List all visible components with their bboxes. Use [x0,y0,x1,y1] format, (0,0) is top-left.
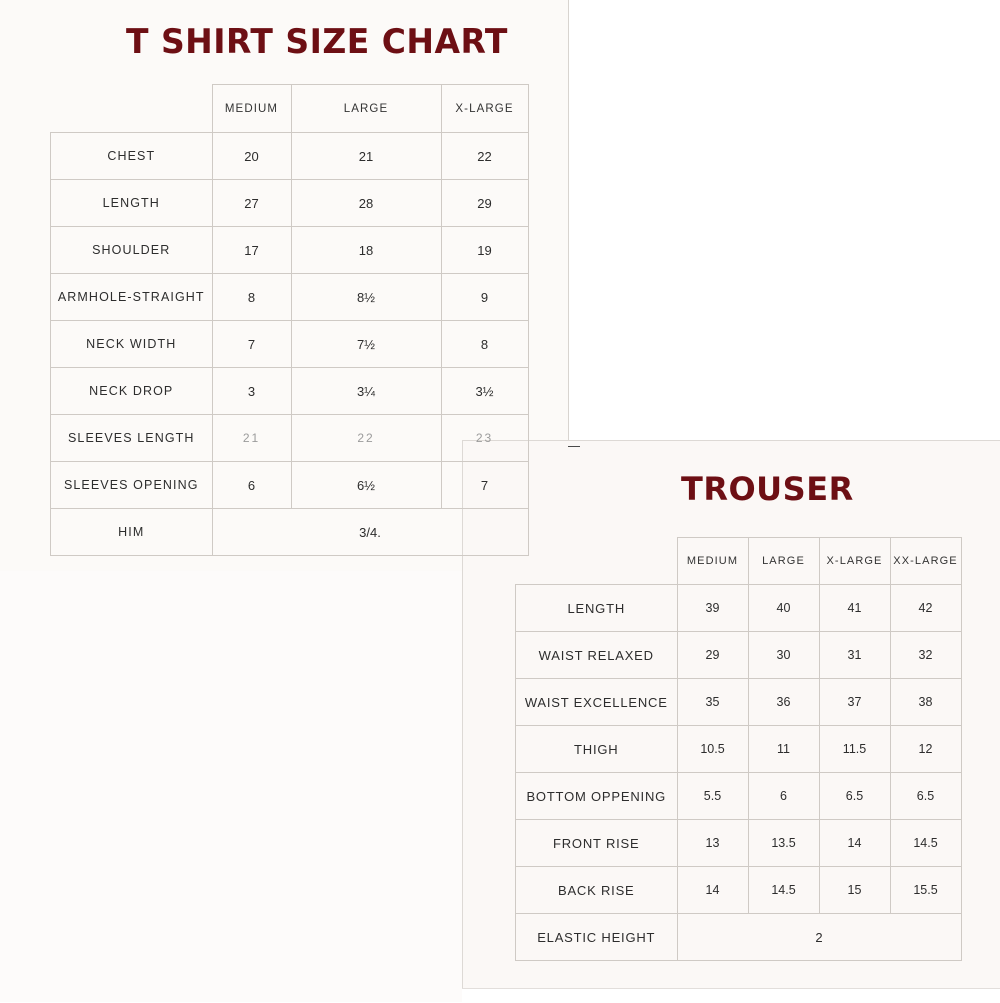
row-label-armhole-straight: ARMHOLE-STRAIGHT [51,274,213,321]
table-row [51,415,529,462]
tshirt-header-blank [51,85,213,133]
cell-length-xlarge: 29 [441,180,528,227]
cell-front-rise-large: 13.5 [748,820,819,867]
tshirt-table-body [51,133,529,556]
cell-chest-medium: 20 [212,133,291,180]
cell-neck-drop-medium: 3 [212,368,291,415]
table-row [51,180,529,227]
cell-waist-relaxed-large: 30 [748,632,819,679]
cell-sleeves-opening-xlarge: 7 [441,462,528,509]
table-row [516,585,962,632]
cell-bottom-oppening-xxlarge: 6.5 [890,773,961,820]
cell-shoulder-large: 18 [291,227,441,274]
table-row [516,914,962,961]
cell-chest-large: 21 [291,133,441,180]
cell-armhole-xlarge: 9 [441,274,528,321]
background-panel-bottom-left [0,571,462,1002]
row-label-him: HIM [51,509,213,556]
trouser-header-xlarge: X-LARGE [819,538,890,585]
cell-trouser-length-large: 40 [748,585,819,632]
row-label-waist-excellence: WAIST EXCELLENCE [516,679,678,726]
background-panel-bottom [462,988,1000,1003]
cell-elastic-height-merged: 2 [677,914,961,961]
trouser-size-table [515,537,962,961]
cell-waist-excellence-large: 36 [748,679,819,726]
cell-sleeves-length-medium: 21 [212,415,291,462]
row-label-neck-drop: NECK DROP [51,368,213,415]
row-label-front-rise: FRONT RISE [516,820,678,867]
table-row [51,274,529,321]
cell-back-rise-xlarge: 15 [819,867,890,914]
cell-back-rise-large: 14.5 [748,867,819,914]
row-label-sleeves-opening: SLEEVES OPENING [51,462,213,509]
tshirt-size-table [50,84,529,556]
row-label-shoulder: SHOULDER [51,227,213,274]
cell-back-rise-medium: 14 [677,867,748,914]
row-label-trouser-length: LENGTH [516,585,678,632]
cell-sleeves-length-large: 22 [291,415,441,462]
row-label-neck-width: NECK WIDTH [51,321,213,368]
trouser-header-blank [516,538,678,585]
cell-waist-excellence-xxlarge: 38 [890,679,961,726]
row-label-length: LENGTH [51,180,213,227]
cell-bottom-oppening-large: 6 [748,773,819,820]
trouser-header-medium: MEDIUM [677,538,748,585]
cell-shoulder-xlarge: 19 [441,227,528,274]
table-row [51,133,529,180]
tshirt-header-xlarge: X-LARGE [441,85,528,133]
tshirt-header-medium: MEDIUM [212,85,291,133]
cell-neck-drop-large: 3¼ [291,368,441,415]
cell-length-medium: 27 [212,180,291,227]
table-row [51,321,529,368]
row-label-elastic-height: ELASTIC HEIGHT [516,914,678,961]
table-header-row [516,538,962,585]
row-label-back-rise: BACK RISE [516,867,678,914]
table-row [51,509,529,556]
cell-front-rise-medium: 13 [677,820,748,867]
cell-thigh-xxlarge: 12 [890,726,961,773]
trouser-chart-title: TROUSER [681,470,854,508]
table-row [51,368,529,415]
table-row [516,867,962,914]
cell-bottom-oppening-xlarge: 6.5 [819,773,890,820]
cell-waist-relaxed-xlarge: 31 [819,632,890,679]
table-row [51,462,529,509]
cell-thigh-medium: 10.5 [677,726,748,773]
cell-front-rise-xlarge: 14 [819,820,890,867]
table-row [51,227,529,274]
cell-neck-width-large: 7½ [291,321,441,368]
tshirt-table-header [51,85,529,133]
cell-thigh-xlarge: 11.5 [819,726,890,773]
cell-waist-excellence-xlarge: 37 [819,679,890,726]
row-label-waist-relaxed: WAIST RELAXED [516,632,678,679]
cell-waist-excellence-medium: 35 [677,679,748,726]
table-row [516,632,962,679]
cell-thigh-large: 11 [748,726,819,773]
table-header-row [51,85,529,133]
tshirt-header-large: LARGE [291,85,441,133]
cell-trouser-length-xxlarge: 42 [890,585,961,632]
row-label-bottom-oppening: BOTTOM OPPENING [516,773,678,820]
cell-trouser-length-medium: 39 [677,585,748,632]
cell-trouser-length-xlarge: 41 [819,585,890,632]
cell-chest-xlarge: 22 [441,133,528,180]
cell-sleeves-opening-medium: 6 [212,462,291,509]
cell-waist-relaxed-xxlarge: 32 [890,632,961,679]
cell-front-rise-xxlarge: 14.5 [890,820,961,867]
cell-sleeves-opening-large: 6½ [291,462,441,509]
trouser-table-body [516,585,962,961]
cell-length-large: 28 [291,180,441,227]
cell-back-rise-xxlarge: 15.5 [890,867,961,914]
table-row [516,773,962,820]
row-label-thigh: THIGH [516,726,678,773]
cell-waist-relaxed-medium: 29 [677,632,748,679]
cell-sleeves-length-xlarge: 23 [441,415,528,462]
cell-him-merged: 3/4. [212,509,528,556]
cell-armhole-medium: 8 [212,274,291,321]
trouser-header-xxlarge: XX-LARGE [890,538,961,585]
background-panel-right [568,0,1000,440]
divider-dash [568,446,580,447]
row-label-chest: CHEST [51,133,213,180]
cell-neck-drop-xlarge: 3½ [441,368,528,415]
row-label-sleeves-length: SLEEVES LENGTH [51,415,213,462]
cell-bottom-oppening-medium: 5.5 [677,773,748,820]
table-row [516,820,962,867]
cell-armhole-large: 8½ [291,274,441,321]
cell-shoulder-medium: 17 [212,227,291,274]
trouser-header-large: LARGE [748,538,819,585]
cell-neck-width-xlarge: 8 [441,321,528,368]
table-row [516,679,962,726]
table-row [516,726,962,773]
tshirt-chart-title: T SHIRT SIZE CHART [126,22,508,62]
trouser-table-header [516,538,962,585]
cell-neck-width-medium: 7 [212,321,291,368]
